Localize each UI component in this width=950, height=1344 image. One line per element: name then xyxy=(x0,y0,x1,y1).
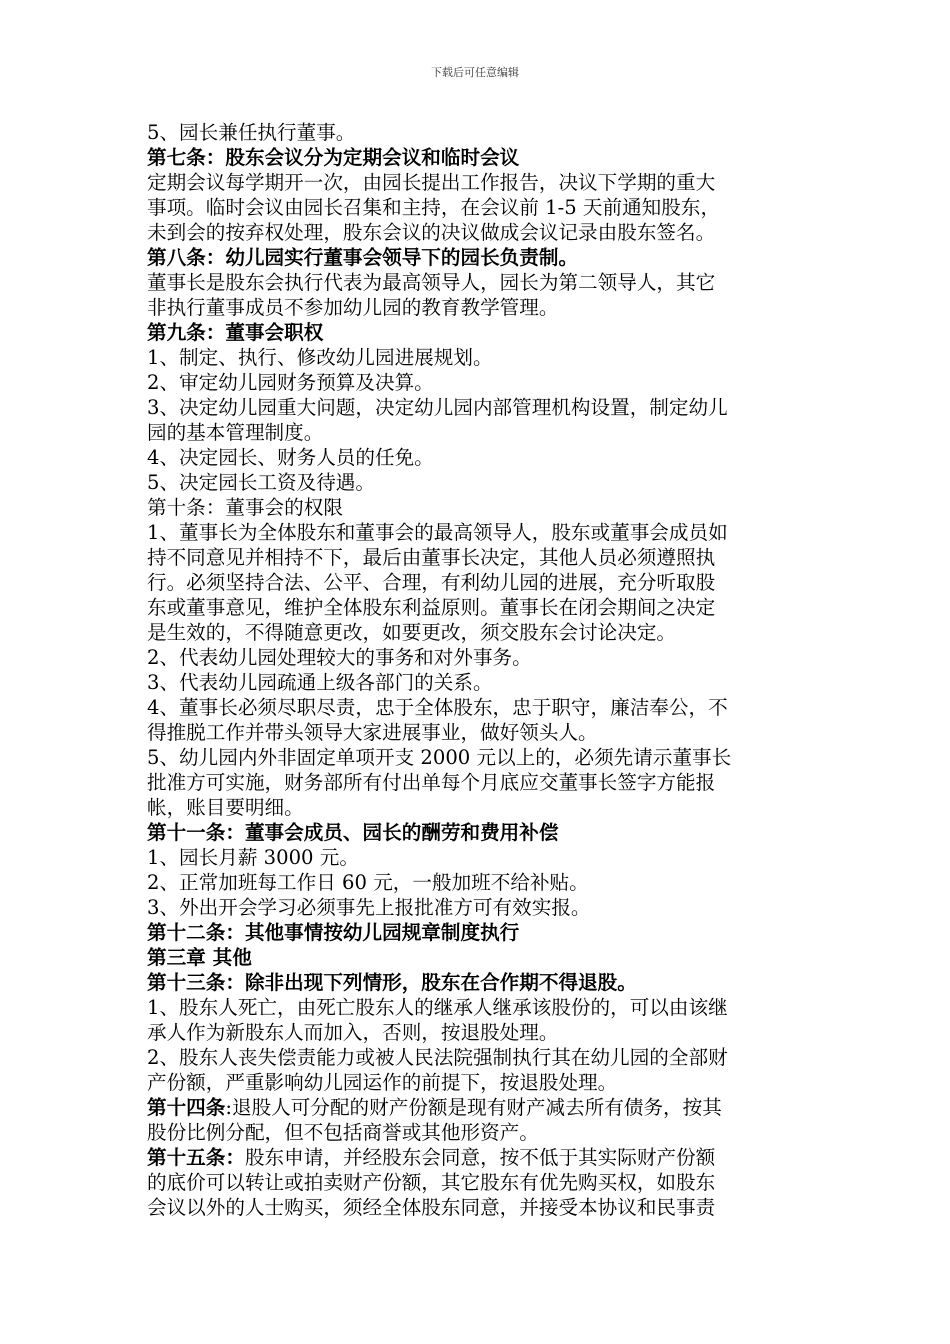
body-text: 3、决定幼儿园重大问题，决定幼儿园内部管理机构设置，制定幼儿 xyxy=(147,396,728,419)
text-line xyxy=(147,220,807,245)
body-text: 1、制定、执行、修改幼儿园进展规划。 xyxy=(147,346,493,369)
body-text: 批准方可实施，财务部所有付出单每个月底应交董事长签字方能报 xyxy=(147,771,716,794)
body-text: 定期会议每学期开一次，由园长提出工作报告，决议下学期的重大 xyxy=(147,171,716,194)
text-line xyxy=(147,670,807,695)
body-text: 股份比例分配，但不包括商誉或其他形资产。 xyxy=(147,1121,539,1144)
text-line xyxy=(147,795,807,820)
text-line xyxy=(147,1195,807,1220)
text-line xyxy=(147,1045,807,1070)
text-line xyxy=(147,745,807,770)
text-line xyxy=(147,1095,807,1120)
body-text: 帐，账目要明细。 xyxy=(147,796,304,819)
body-text: 5、幼儿园内外非固定单项开支 2000 元以上的，必须先请示董事长 xyxy=(147,746,732,769)
section-heading xyxy=(147,320,807,345)
body-text: 股东申请，并经股东会同意，按不低于其实际财产份额 xyxy=(244,1146,716,1169)
text-line xyxy=(147,520,807,545)
text-line xyxy=(147,620,807,645)
text-line xyxy=(147,1170,807,1195)
text-line xyxy=(147,870,807,895)
body-text: 的底价可以转让或拍卖财产份额，其它股东有优先购买权，如股东 xyxy=(147,1171,716,1194)
heading-text: 第十二条：其他事情按幼儿园规章制度执行 xyxy=(147,921,520,944)
body-text: 园的基本管理制度。 xyxy=(147,421,324,444)
text-line xyxy=(147,770,807,795)
heading-text: 第十五条： xyxy=(147,1146,245,1169)
heading-text: 第八条：幼儿园实行董事会领导下的园长负责制。 xyxy=(147,246,579,269)
heading-text: 第十三条：除非出现下列情形，股东在合作期不得退股。 xyxy=(147,971,637,994)
text-line xyxy=(147,570,807,595)
document-body xyxy=(147,120,807,1220)
text-line xyxy=(147,720,807,745)
body-text: 2、股东人丧失偿责能力或被人民法院强制执行其在幼儿园的全部财 xyxy=(147,1046,728,1069)
text-line xyxy=(147,120,807,145)
text-line xyxy=(147,545,807,570)
body-text: 2、审定幼儿园财务预算及决算。 xyxy=(147,371,434,394)
text-line xyxy=(147,995,807,1020)
text-line xyxy=(147,345,807,370)
body-text: 2、代表幼儿园处理较大的事务和对外事务。 xyxy=(147,646,532,669)
body-text: 未到会的按弃权处理，股东会议的决议做成会议记录由股东签名。 xyxy=(147,221,716,244)
heading-text: 第十一条：董事会成员、园长的酬劳和费用补偿 xyxy=(147,821,559,844)
section-heading xyxy=(147,820,807,845)
text-line xyxy=(147,1120,807,1145)
heading-text: 第三章 其他 xyxy=(147,946,252,969)
body-text: 董事长是股东会执行代表为最高领导人，园长为第二领导人，其它 xyxy=(147,271,716,294)
heading-text: 第九条：董事会职权 xyxy=(147,321,324,344)
text-line xyxy=(147,1070,807,1095)
body-text: 是生效的，不得随意更改，如要更改，须交股东会讨论决定。 xyxy=(147,621,677,644)
body-text: 产份额，严重影响幼儿园运作的前提下，按退股处理。 xyxy=(147,1071,618,1094)
text-line xyxy=(147,370,807,395)
body-text: 3、外出开会学习必须事先上报批准方可有效实报。 xyxy=(147,896,591,919)
section-heading xyxy=(147,145,807,170)
body-text: 第十条：董事会的权限 xyxy=(147,496,343,519)
text-line xyxy=(147,695,807,720)
body-text: 3、代表幼儿园疏通上级各部门的关系。 xyxy=(147,671,493,694)
text-line xyxy=(147,1020,807,1045)
body-text: 4、董事长必须尽职尽责，忠于全体股东，忠于职守，廉洁奉公，不 xyxy=(147,696,728,719)
text-line xyxy=(147,645,807,670)
body-text: 承人作为新股东人而加入，否则，按退股处理。 xyxy=(147,1021,559,1044)
body-text: 1、园长月薪 3000 元。 xyxy=(147,846,359,869)
body-text: 5、园长兼任执行董事。 xyxy=(147,121,356,144)
heading-text: 第十四条 xyxy=(147,1096,226,1119)
text-line xyxy=(147,845,807,870)
text-line xyxy=(147,170,807,195)
body-text: 非执行董事成员不参加幼儿园的教育教学管理。 xyxy=(147,296,559,319)
text-line xyxy=(147,295,807,320)
body-text: 5、决定园长工资及待遇。 xyxy=(147,471,375,494)
body-text: 会议以外的人士购买，须经全体股东同意，并接受本协议和民事责 xyxy=(147,1196,716,1219)
text-line xyxy=(147,1145,807,1170)
section-heading xyxy=(147,945,807,970)
text-line xyxy=(147,495,807,520)
body-text: :退股人可分配的财产份额是现有财产减去所有债务，按其 xyxy=(225,1096,722,1119)
section-heading xyxy=(147,920,807,945)
section-heading xyxy=(147,970,807,995)
text-line xyxy=(147,270,807,295)
body-text: 持不同意见并相持不下，最后由董事长决定，其他人员必须遵照执 xyxy=(147,546,716,569)
page-header: 下载后可任意编辑 xyxy=(431,66,519,79)
text-line xyxy=(147,595,807,620)
body-text: 事项。临时会议由园长召集和主持，在会议前 1-5 天前通知股东， xyxy=(147,196,721,219)
section-heading xyxy=(147,245,807,270)
body-text: 1、董事长为全体股东和董事会的最高领导人，股东或董事会成员如 xyxy=(147,521,728,544)
body-text: 2、正常加班每工作日 60 元，一般加班不给补贴。 xyxy=(147,871,589,894)
text-line xyxy=(147,395,807,420)
body-text: 得推脱工作并带头领导大家进展事业，做好领头人。 xyxy=(147,721,598,744)
body-text: 4、决定园长、财务人员的任免。 xyxy=(147,446,434,469)
body-text: 1、股东人死亡，由死亡股东人的继承人继承该股份的，可以由该继 xyxy=(147,996,728,1019)
text-line xyxy=(147,895,807,920)
body-text: 东或董事意见，维护全体股东利益原则。董事长在闭会期间之决定 xyxy=(147,596,716,619)
text-line xyxy=(147,195,807,220)
text-line xyxy=(147,470,807,495)
heading-text: 第七条：股东会议分为定期会议和临时会议 xyxy=(147,146,520,169)
text-line xyxy=(147,420,807,445)
text-line xyxy=(147,445,807,470)
body-text: 行。必须坚持合法、公平、合理，有利幼儿园的进展，充分听取股 xyxy=(147,571,716,594)
